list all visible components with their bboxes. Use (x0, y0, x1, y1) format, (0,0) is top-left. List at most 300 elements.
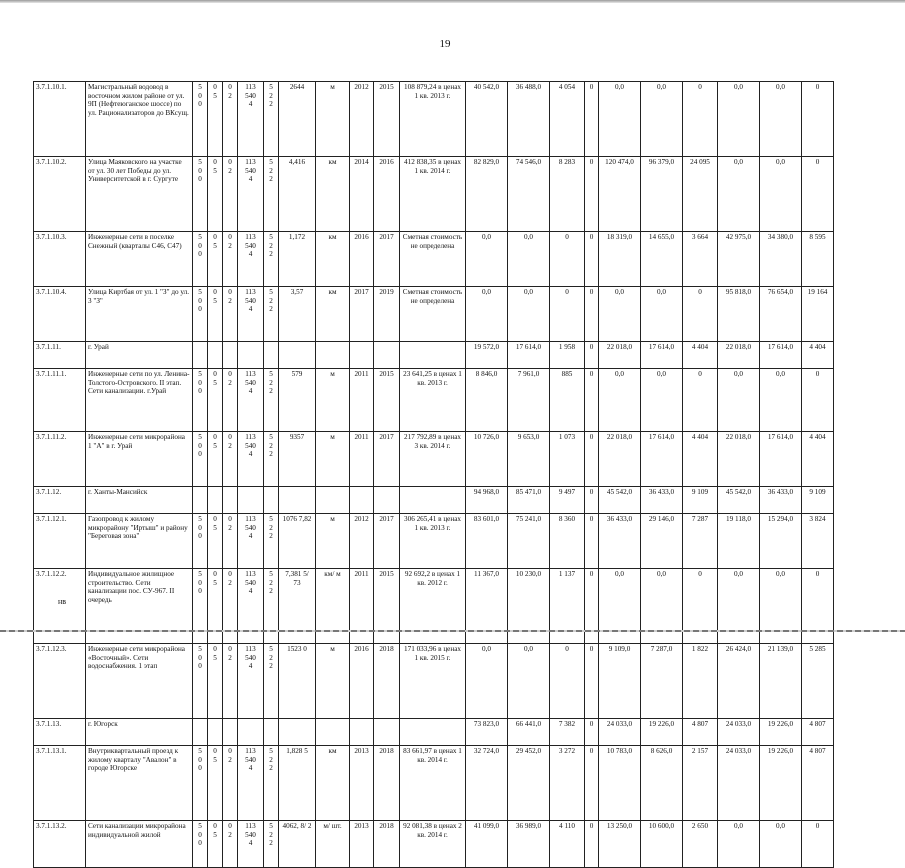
amount-v2: 0,0 (508, 232, 550, 287)
capacity: 3,57 (279, 287, 316, 342)
code-part-3-line: 0 (228, 645, 232, 653)
amount-v9: 34 380,0 (760, 232, 802, 287)
code-part-3 (223, 821, 238, 868)
row-code: 3.7.1.12. (34, 487, 86, 514)
row-name: Газопровод к жилому микрорайону "Иртыш" и району "Береговая зона" (86, 514, 193, 569)
amount-v2: 7 961,0 (508, 369, 550, 432)
end-year: 2015 (374, 569, 400, 644)
empty-cell (400, 342, 466, 369)
amount-v2: 36 989,0 (508, 821, 550, 868)
empty-cell (316, 487, 350, 514)
table-row (34, 287, 834, 342)
code-part-1-line: 0 (198, 100, 202, 109)
code-part-4 (238, 287, 264, 342)
amount-v2: 36 488,0 (508, 82, 550, 157)
amount-v1: 32 724,0 (466, 746, 508, 821)
code-part-4-line: 113 (245, 747, 256, 755)
code-part-4-line: 4 (248, 100, 253, 109)
amount-v10: 4 807 (802, 746, 834, 821)
code-part-5 (264, 232, 279, 287)
amount-v7: 3 664 (683, 232, 718, 287)
code-part-4-line: 540 (245, 441, 256, 450)
amount-v4: 0 (585, 569, 599, 644)
row-code: 3.7.1.12.3. (34, 644, 86, 719)
row-code: 3.7.1.13.1. (34, 746, 86, 821)
amount-v4: 0 (585, 342, 599, 369)
amount-v1: 8 846,0 (466, 369, 508, 432)
code-part-3-line: 0 (228, 822, 232, 830)
code-part-4-line: 113 (245, 433, 256, 441)
code-part-5-line: 2 (269, 532, 273, 541)
amount-v4: 0 (585, 287, 599, 342)
amount-v2: 10 230,0 (508, 569, 550, 644)
amount-v1: 0,0 (466, 232, 508, 287)
code-part-4-line: 4 (248, 662, 253, 671)
code-part-5-line: 2 (269, 387, 273, 396)
code-part-3-line: 2 (228, 296, 232, 305)
capacity: 1,828 5 (279, 746, 316, 821)
code-part-5-line: 2 (269, 523, 273, 532)
region-row (34, 487, 834, 514)
amount-v5: 9 109,0 (599, 644, 641, 719)
amount-v1: 83 601,0 (466, 514, 508, 569)
code-part-3 (223, 569, 238, 644)
code-part-5-line: 2 (269, 175, 273, 184)
amount-v10: 4 807 (802, 719, 834, 746)
amount-v9: 76 654,0 (760, 287, 802, 342)
code-part-5 (264, 369, 279, 432)
amount-v6: 0,0 (641, 569, 683, 644)
code-part-4-line: 540 (245, 241, 256, 250)
code-part-1-line: 0 (198, 175, 202, 184)
amount-v9: 17 614,0 (760, 432, 802, 487)
code-part-1-line: 5 (198, 570, 202, 578)
code-part-5-line: 5 (269, 158, 273, 166)
amount-v6: 0,0 (641, 287, 683, 342)
empty-cell (208, 719, 223, 746)
amount-v1: 11 367,0 (466, 569, 508, 644)
code-part-2-line: 0 (213, 515, 217, 523)
estimated-cost: 83 661,97 в ценах 1 кв. 2014 г. (400, 746, 466, 821)
code-part-3-line: 2 (228, 91, 232, 100)
code-part-4-line: 113 (245, 822, 256, 830)
amount-v7: 0 (683, 287, 718, 342)
code-part-2 (208, 232, 223, 287)
code-part-5-line: 2 (269, 839, 273, 848)
end-year: 2019 (374, 287, 400, 342)
estimated-cost: 108 879,24 в ценах 1 кв. 2013 г. (400, 82, 466, 157)
amount-v9: 36 433,0 (760, 487, 802, 514)
row-name: г. Югорск (86, 719, 193, 746)
code-part-5-line: 2 (269, 830, 273, 839)
empty-cell (193, 487, 208, 514)
code-part-2 (208, 369, 223, 432)
estimated-cost: Сметная стоимость не определена (400, 287, 466, 342)
start-year: 2016 (350, 232, 374, 287)
code-part-1-line: 0 (198, 764, 202, 773)
investment-table (33, 81, 834, 868)
row-name: г. Урай (86, 342, 193, 369)
code-part-5-line: 2 (269, 296, 273, 305)
code-part-4 (238, 369, 264, 432)
capacity: 1523 0 (279, 644, 316, 719)
amount-v5: 24 033,0 (599, 719, 641, 746)
amount-v7: 7 287 (683, 514, 718, 569)
code-part-3 (223, 232, 238, 287)
unit: км (316, 157, 350, 232)
amount-v8: 42 975,0 (718, 232, 760, 287)
start-year: 2012 (350, 514, 374, 569)
code-part-1-line: 5 (198, 515, 202, 523)
estimated-cost: 306 265,41 в ценах 1 кв. 2013 г. (400, 514, 466, 569)
start-year: 2012 (350, 82, 374, 157)
code-part-4 (238, 232, 264, 287)
amount-v1: 73 823,0 (466, 719, 508, 746)
amount-v6: 36 433,0 (641, 487, 683, 514)
code-part-3 (223, 746, 238, 821)
table-row (34, 157, 834, 232)
start-year: 2013 (350, 821, 374, 868)
code-part-4-line: 113 (245, 370, 256, 378)
amount-v2: 74 546,0 (508, 157, 550, 232)
amount-v9: 15 294,0 (760, 514, 802, 569)
amount-v7: 2 157 (683, 746, 718, 821)
code-part-4-line: 540 (245, 523, 256, 532)
amount-v5: 13 250,0 (599, 821, 641, 868)
amount-v5: 0,0 (599, 82, 641, 157)
code-part-2-line: 0 (213, 433, 217, 441)
code-part-1 (193, 432, 208, 487)
empty-cell (279, 719, 316, 746)
code-part-2 (208, 157, 223, 232)
code-part-5-line: 2 (269, 100, 273, 109)
amount-v1: 94 968,0 (466, 487, 508, 514)
code-part-5-line: 2 (269, 653, 273, 662)
code-part-4-line: 4 (248, 532, 253, 541)
row-code: 3.7.1.12.1. (34, 514, 86, 569)
code-part-4-line: 540 (245, 755, 256, 764)
amount-v6: 14 655,0 (641, 232, 683, 287)
code-part-1 (193, 82, 208, 157)
code-part-4-line: 4 (248, 450, 253, 459)
row-name: Инженерные сети в поселке Снежный (кварталы С46, С47) (86, 232, 193, 287)
amount-v7: 24 095 (683, 157, 718, 232)
amount-v6: 29 146,0 (641, 514, 683, 569)
amount-v9: 17 614,0 (760, 342, 802, 369)
code-part-4-line: 4 (248, 305, 253, 314)
code-part-3 (223, 82, 238, 157)
estimated-cost: 23 641,25 в ценах 1 кв. 2013 г. (400, 369, 466, 432)
empty-cell (238, 719, 264, 746)
row-name: Инженерные сети микрорайона 1 "А" в г. Урай (86, 432, 193, 487)
code-part-1-line: 5 (198, 288, 202, 296)
amount-v3: 3 272 (550, 746, 585, 821)
amount-v1: 19 572,0 (466, 342, 508, 369)
code-part-1-line: 0 (198, 166, 202, 175)
amount-v4: 0 (585, 821, 599, 868)
code-part-1-line: 0 (198, 450, 202, 459)
code-part-1 (193, 569, 208, 644)
table-row (34, 232, 834, 287)
amount-v4: 0 (585, 232, 599, 287)
row-code: 3.7.1.10.3. (34, 232, 86, 287)
code-part-2 (208, 746, 223, 821)
amount-v4: 0 (585, 719, 599, 746)
code-part-5-line: 5 (269, 433, 273, 441)
code-part-5-line: 5 (269, 570, 273, 578)
amount-v8: 0,0 (718, 82, 760, 157)
amount-v8: 24 033,0 (718, 719, 760, 746)
amount-v9: 0,0 (760, 369, 802, 432)
empty-cell (400, 719, 466, 746)
amount-v5: 18 319,0 (599, 232, 641, 287)
row-code: 3.7.1.13.2. (34, 821, 86, 868)
code-part-1 (193, 157, 208, 232)
amount-v3: 7 382 (550, 719, 585, 746)
code-part-5-line: 5 (269, 822, 273, 830)
amount-v3: 0 (550, 287, 585, 342)
code-part-2 (208, 569, 223, 644)
code-part-3-line: 0 (228, 83, 232, 91)
unit: км (316, 746, 350, 821)
estimated-cost: 217 792,89 в ценах 3 кв. 2014 г. (400, 432, 466, 487)
amount-v8: 0,0 (718, 369, 760, 432)
footnote: нв (58, 597, 67, 606)
empty-cell (208, 342, 223, 369)
code-part-4-line: 540 (245, 653, 256, 662)
code-part-4-line: 113 (245, 288, 256, 296)
code-part-1-line: 0 (198, 830, 202, 839)
amount-v6: 19 226,0 (641, 719, 683, 746)
code-part-2-line: 0 (213, 83, 217, 91)
empty-cell (223, 342, 238, 369)
code-part-4-line: 4 (248, 764, 253, 773)
empty-cell (350, 719, 374, 746)
code-part-2-line: 5 (213, 441, 217, 450)
code-part-1-line: 0 (198, 91, 202, 100)
code-part-5 (264, 514, 279, 569)
code-part-4-line: 113 (245, 645, 256, 653)
code-part-1-line: 0 (198, 441, 202, 450)
amount-v8: 22 018,0 (718, 432, 760, 487)
amount-v1: 10 726,0 (466, 432, 508, 487)
code-part-1 (193, 644, 208, 719)
start-year: 2011 (350, 369, 374, 432)
amount-v8: 0,0 (718, 157, 760, 232)
code-part-2-line: 0 (213, 370, 217, 378)
code-part-5 (264, 821, 279, 868)
amount-v4: 0 (585, 369, 599, 432)
end-year: 2015 (374, 82, 400, 157)
code-part-1-line: 5 (198, 233, 202, 241)
code-part-4-line: 4 (248, 587, 253, 596)
amount-v4: 0 (585, 644, 599, 719)
amount-v1: 40 542,0 (466, 82, 508, 157)
empty-cell (350, 342, 374, 369)
amount-v3: 1 073 (550, 432, 585, 487)
amount-v8: 0,0 (718, 569, 760, 644)
amount-v8: 22 018,0 (718, 342, 760, 369)
code-part-5 (264, 82, 279, 157)
amount-v5: 22 018,0 (599, 342, 641, 369)
amount-v10: 4 404 (802, 342, 834, 369)
code-part-3-line: 2 (228, 653, 232, 662)
amount-v10: 0 (802, 569, 834, 644)
amount-v8: 19 118,0 (718, 514, 760, 569)
unit: км (316, 287, 350, 342)
empty-cell (238, 487, 264, 514)
code-part-1-line: 5 (198, 822, 202, 830)
amount-v1: 0,0 (466, 644, 508, 719)
end-year: 2018 (374, 644, 400, 719)
code-part-3-line: 2 (228, 441, 232, 450)
empty-cell (264, 719, 279, 746)
code-part-5-line: 2 (269, 91, 273, 100)
amount-v2: 29 452,0 (508, 746, 550, 821)
code-part-2-line: 5 (213, 378, 217, 387)
amount-v9: 0,0 (760, 157, 802, 232)
capacity: 1,172 (279, 232, 316, 287)
row-name: Улица Киртбая от ул. 1 "З" до ул. 3 "З" (86, 287, 193, 342)
row-name: Инженерные сети микрорайона «Восточный». Сети водоснабжения. 1 этап (86, 644, 193, 719)
code-part-1-line: 5 (198, 747, 202, 755)
code-part-5-line: 2 (269, 662, 273, 671)
code-part-1-line: 0 (198, 250, 202, 259)
amount-v6: 0,0 (641, 82, 683, 157)
code-part-2 (208, 432, 223, 487)
amount-v10: 5 285 (802, 644, 834, 719)
code-part-3-line: 0 (228, 158, 232, 166)
amount-v3: 4 110 (550, 821, 585, 868)
code-part-3-line: 0 (228, 233, 232, 241)
amount-v9: 0,0 (760, 82, 802, 157)
empty-cell (374, 487, 400, 514)
code-part-2-line: 5 (213, 830, 217, 839)
code-part-5-line: 2 (269, 250, 273, 259)
table-row (34, 432, 834, 487)
row-code: 3.7.1.11.2. (34, 432, 86, 487)
code-part-1-line: 0 (198, 578, 202, 587)
code-part-5-line: 5 (269, 747, 273, 755)
code-part-5-line: 2 (269, 755, 273, 764)
code-part-5 (264, 432, 279, 487)
table-row (34, 569, 834, 644)
code-part-4 (238, 82, 264, 157)
code-part-2-line: 5 (213, 91, 217, 100)
empty-cell (193, 719, 208, 746)
empty-cell (316, 719, 350, 746)
code-part-3-line: 2 (228, 241, 232, 250)
amount-v3: 9 497 (550, 487, 585, 514)
code-part-4 (238, 514, 264, 569)
code-part-1 (193, 514, 208, 569)
amount-v3: 8 283 (550, 157, 585, 232)
code-part-4-line: 4 (248, 387, 253, 396)
code-part-4-line: 540 (245, 578, 256, 587)
code-part-1-line: 0 (198, 241, 202, 250)
code-part-5-line: 2 (269, 166, 273, 175)
amount-v10: 4 404 (802, 432, 834, 487)
amount-v5: 120 474,0 (599, 157, 641, 232)
row-name: Улица Маяковского на участке от ул. 30 лет Победы до ул. Университетской в г. Сургуте (86, 157, 193, 232)
start-year: 2016 (350, 644, 374, 719)
start-year: 2011 (350, 432, 374, 487)
code-part-4 (238, 569, 264, 644)
amount-v6: 7 287,0 (641, 644, 683, 719)
code-part-4-line: 113 (245, 515, 256, 523)
row-code: 3.7.1.11.1. (34, 369, 86, 432)
amount-v2: 75 241,0 (508, 514, 550, 569)
code-part-5 (264, 287, 279, 342)
code-part-1-line: 0 (198, 653, 202, 662)
start-year: 2013 (350, 746, 374, 821)
amount-v9: 0,0 (760, 569, 802, 644)
amount-v5: 0,0 (599, 287, 641, 342)
amount-v10: 0 (802, 369, 834, 432)
code-part-3-line: 2 (228, 378, 232, 387)
amount-v7: 4 807 (683, 719, 718, 746)
amount-v9: 0,0 (760, 821, 802, 868)
empty-cell (223, 487, 238, 514)
code-part-5-line: 5 (269, 645, 273, 653)
unit: м (316, 432, 350, 487)
amount-v6: 17 614,0 (641, 432, 683, 487)
capacity: 579 (279, 369, 316, 432)
amount-v5: 0,0 (599, 569, 641, 644)
code-part-2-line: 5 (213, 755, 217, 764)
row-name: Сети канализации микрорайона индивидуальной жилой (86, 821, 193, 868)
amount-v2: 66 441,0 (508, 719, 550, 746)
code-part-2-line: 0 (213, 645, 217, 653)
row-code: 3.7.1.13. (34, 719, 86, 746)
amount-v8: 0,0 (718, 821, 760, 868)
amount-v4: 0 (585, 487, 599, 514)
code-part-1-line: 0 (198, 387, 202, 396)
amount-v10: 8 595 (802, 232, 834, 287)
amount-v7: 0 (683, 569, 718, 644)
code-part-5-line: 2 (269, 578, 273, 587)
amount-v9: 21 139,0 (760, 644, 802, 719)
code-part-2-line: 0 (213, 158, 217, 166)
amount-v9: 19 226,0 (760, 719, 802, 746)
amount-v2: 0,0 (508, 644, 550, 719)
empty-cell (264, 342, 279, 369)
code-part-1-line: 0 (198, 839, 202, 848)
amount-v3: 4 054 (550, 82, 585, 157)
amount-v7: 4 404 (683, 432, 718, 487)
amount-v10: 19 164 (802, 287, 834, 342)
scan-edge-bottom (0, 630, 905, 632)
capacity: 9357 (279, 432, 316, 487)
amount-v5: 0,0 (599, 369, 641, 432)
row-code: 3.7.1.10.4. (34, 287, 86, 342)
empty-cell (279, 342, 316, 369)
unit: м (316, 369, 350, 432)
amount-v4: 0 (585, 432, 599, 487)
table-body (34, 82, 834, 868)
code-part-3 (223, 157, 238, 232)
table-row (34, 82, 834, 157)
code-part-3-line: 0 (228, 288, 232, 296)
scan-edge-top (0, 0, 905, 3)
amount-v4: 0 (585, 514, 599, 569)
code-part-2 (208, 514, 223, 569)
amount-v3: 1 137 (550, 569, 585, 644)
amount-v10: 0 (802, 82, 834, 157)
amount-v8: 24 033,0 (718, 746, 760, 821)
code-part-3-line: 2 (228, 830, 232, 839)
code-part-4-line: 540 (245, 378, 256, 387)
